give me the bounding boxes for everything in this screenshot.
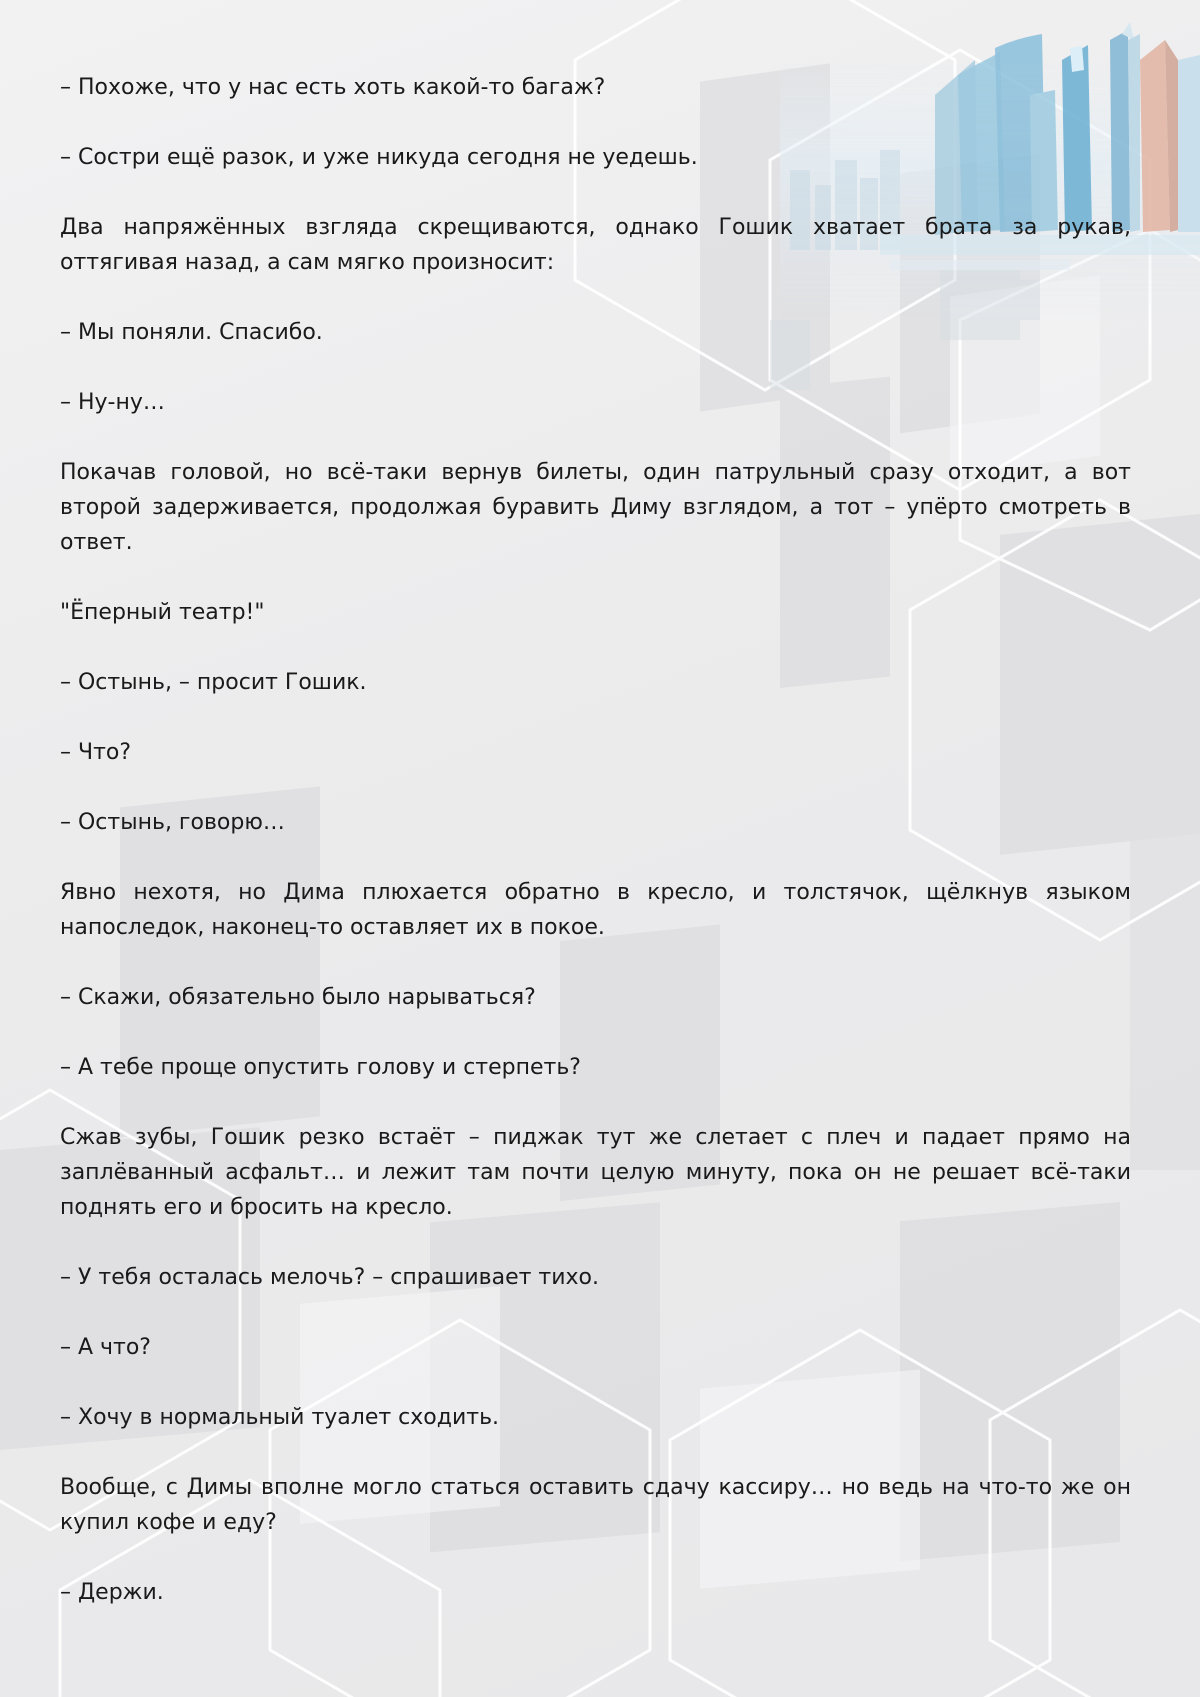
paragraph: – У тебя осталась мелочь? – спрашивает тихо. bbox=[60, 1265, 599, 1290]
paragraph: – Скажи, обязательно было нарываться? bbox=[60, 985, 536, 1010]
paragraph: – Что? bbox=[60, 740, 132, 765]
paragraph: – Мы поняли. Спасибо. bbox=[60, 320, 323, 345]
paragraph: – А что? bbox=[60, 1335, 151, 1360]
paragraph: – Остынь, – просит Гошик. bbox=[60, 670, 367, 695]
paragraph: – Держи. bbox=[60, 1580, 164, 1605]
paragraph: "Ёперный театр!" bbox=[60, 600, 265, 625]
paragraph: – Хочу в нормальный туалет сходить. bbox=[60, 1405, 500, 1430]
document-text bbox=[60, 70, 1131, 1645]
paragraph: Два напряжённых взгляда скрещиваются, однако Гошик хватает брата за рукав, оттягивая назад, а сам мягко произносит: bbox=[60, 215, 1131, 275]
paragraph: – А тебе проще опустить голову и стерпеть? bbox=[60, 1055, 581, 1080]
paragraph: – Остынь, говорю… bbox=[60, 810, 285, 835]
paragraph: – Состри ещё разок, и уже никуда сегодня не уедешь. bbox=[60, 145, 698, 170]
paragraph: Сжав зубы, Гошик резко встаёт – пиджак тут же слетает с плеч и падает прямо на заплёванный асфальт… и лежит там почти целую минуту, пока он не решает всё-таки поднять его и бросить на кресло. bbox=[60, 1125, 1131, 1220]
paragraph: Вообще, с Димы вполне могло статься оставить сдачу кассиру… но ведь на что-то же он купил кофе и еду? bbox=[60, 1475, 1131, 1535]
paragraph: Покачав головой, но всё-таки вернув билеты, один патрульный сразу отходит, а вот второй задерживается, продолжая буравить Диму взглядом, а тот – упёрто смотреть в ответ. bbox=[60, 460, 1131, 555]
paragraph: Явно нехотя, но Дима плюхается обратно в кресло, и толстячок, щёлкнув языком напоследок, наконец-то оставляет их в покое. bbox=[60, 880, 1131, 940]
paragraph: – Похоже, что у нас есть хоть какой-то багаж? bbox=[60, 75, 606, 100]
paragraph: – Ну-ну… bbox=[60, 390, 165, 415]
